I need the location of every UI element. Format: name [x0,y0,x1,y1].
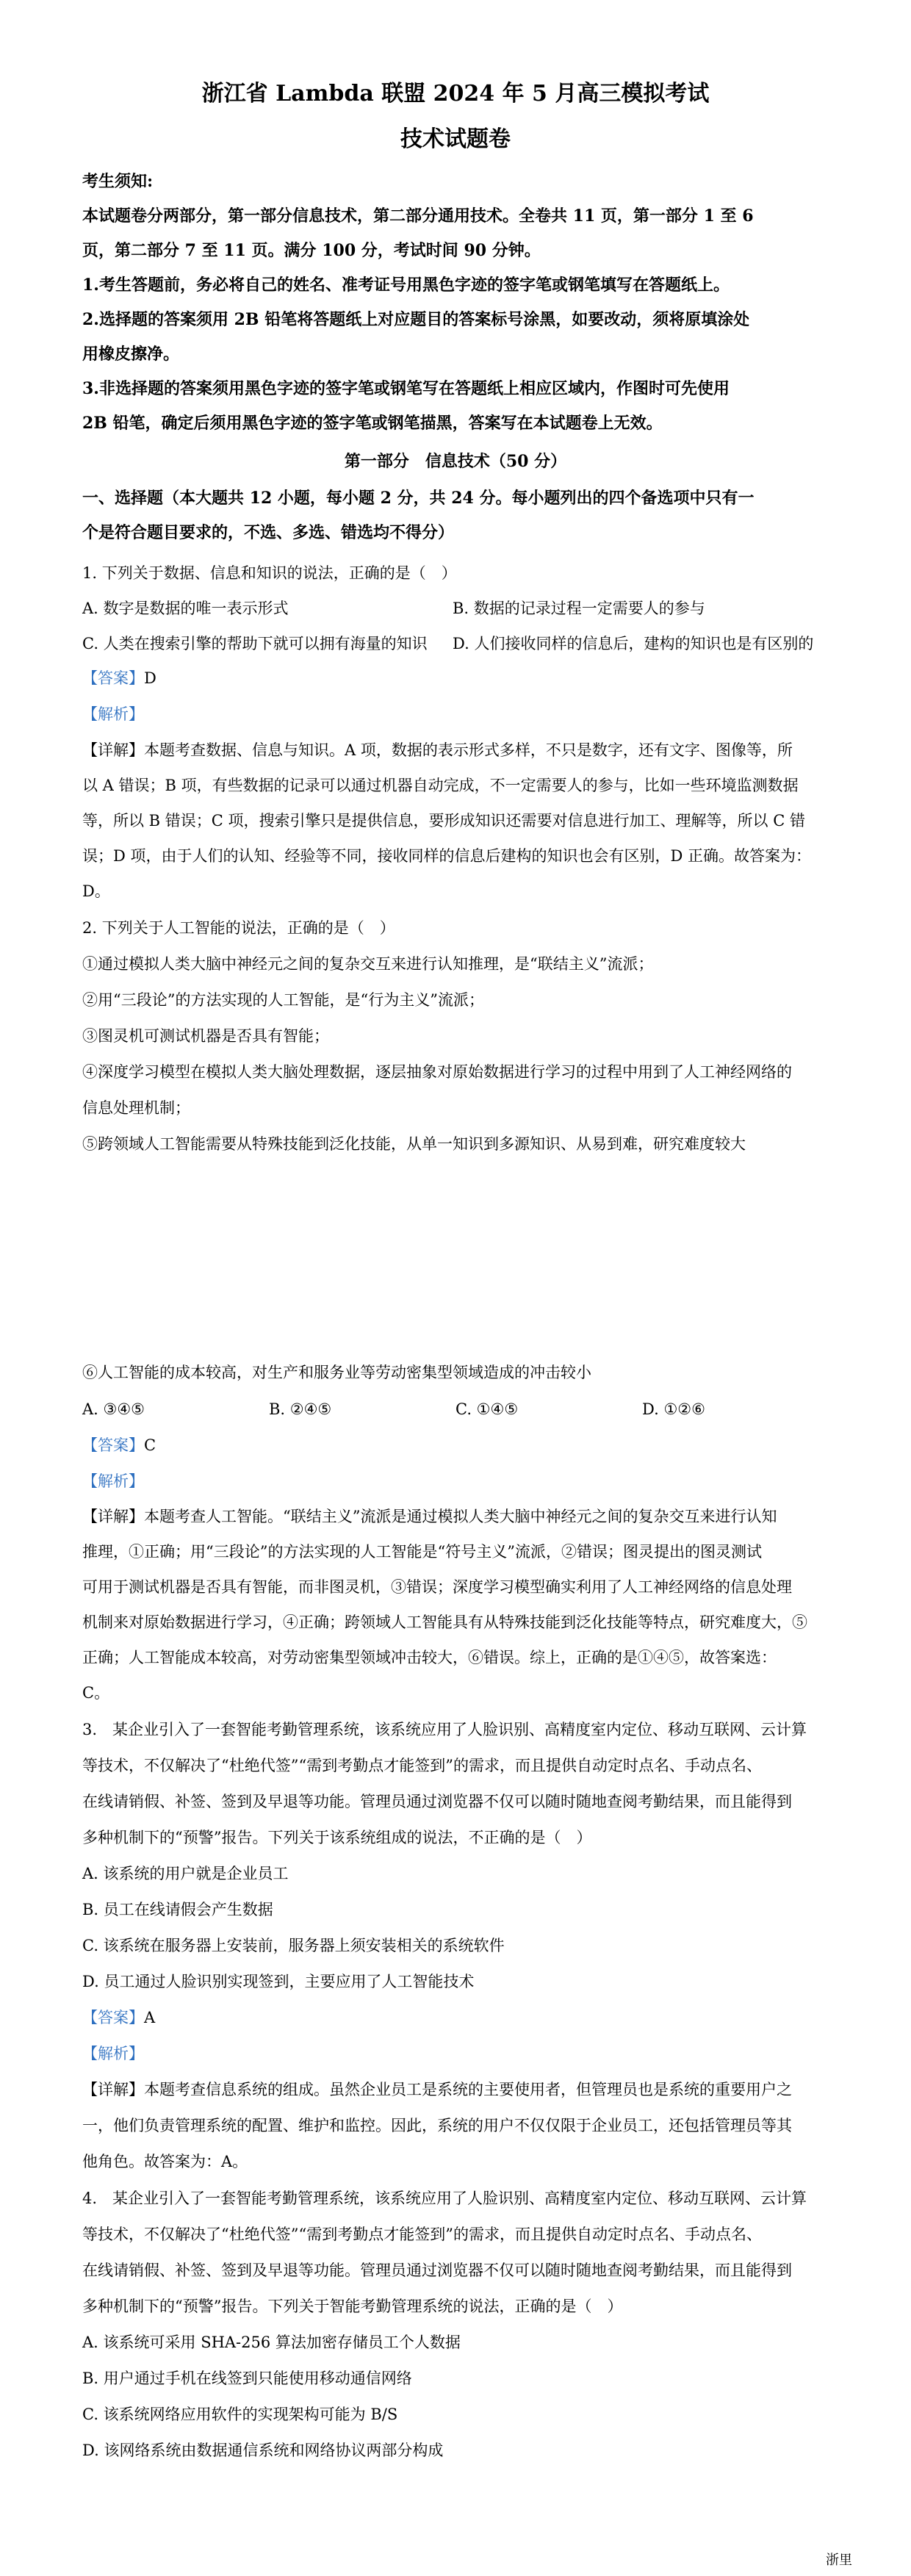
answer-tag: 【答案】 [82,2009,144,2026]
q3-detail: 【详解】本题考查信息系统的组成。虽然企业员工是系统的主要使用者，但管理员也是系统的重要用户之 [82,2081,792,2098]
notice-heading: 考生须知: [82,172,154,191]
q2-option-a: A. ③④⑤ [82,1400,145,1418]
q4-stem: 在线请销假、补签、签到及早退等功能。管理员通过浏览器不仅可以随时随地查阅考勤结果，而且能得到 [82,2262,792,2279]
q3-option-a: A. 该系统的用户就是企业员工 [82,1865,289,1882]
q2-detail: 推理，①正确；用“三段论”的方法实现的人工智能是“符号主义”流派，②错误；图灵提出的图灵测试 [82,1543,762,1561]
q4-stem: 等技术，不仅解决了“杜绝代签”“需到考勤点才能签到”的需求，而且提供自动定时点名、手动点名、 [82,2226,762,2243]
exam-subtitle: 技术试题卷 [400,126,511,152]
q4-stem: 4. 某企业引入了一套智能考勤管理系统，该系统应用了人脸识别、高精度室内定位、移动互联网、云计算 [82,2190,807,2207]
notice-line: 2B 铅笔，确定后须用黑色字迹的签字笔或钢笔描黑，答案写在本试题卷上无效。 [82,414,663,433]
q1-detail: 以 A 错误；B 项，有些数据的记录可以通过机器自动完成，不一定需要人的参与，比如一些环境监测数据 [82,777,799,794]
notice-line: 用橡皮擦净。 [82,345,180,364]
part-title: 第一部分 信息技术（50 分） [344,452,567,471]
q3-stem: 3. 某企业引入了一套智能考勤管理系统，该系统应用了人脸识别、高精度室内定位、移动互联网、云计算 [82,1721,807,1738]
q1-detail: 等，所以 B 错误；C 项，搜索引擎只是提供信息，要形成知识还需要对信息进行加工、理解等，所以 C 错 [82,812,805,830]
q2-item: ⑥人工智能的成本较高，对生产和服务业等劳动密集型领域造成的冲击较小 [82,1364,591,1381]
q1-detail: 误；D 项，由于人们的认知、经验等不同，接收同样的信息后建构的知识也会有区别，D 正确。故答案为： [82,847,812,865]
answer-value: D [144,669,156,687]
q3-detail: 他角色。故答案为：A。 [82,2153,248,2170]
notice-line: 1.考生答题前，务必将自己的姓名、准考证号用黑色字迹的签字笔或钢笔填写在答题纸上。 [82,276,730,295]
q2-item: ①通过模拟人类大脑中神经元之间的复杂交互来进行认知推理，是“联结主义”流派； [82,955,654,973]
q2-detail: 正确；人工智能成本较高，对劳动密集型领域冲击较大，⑥错误。综上，正确的是①④⑤，故答案选： [82,1649,777,1666]
q1-option-b: B. 数据的记录过程一定需要人的参与 [453,600,705,617]
q3-option-c: C. 该系统在服务器上安装前，服务器上须安装相关的系统软件 [82,1937,505,1954]
q2-detail: C。 [82,1684,110,1702]
answer-tag: 【答案】 [82,1436,144,1454]
q4-option-d: D. 该网络系统由数据通信系统和网络协议两部分构成 [82,2442,444,2459]
q3-analysis-tag: 【解析】 [82,2045,144,2062]
q3-stem: 等技术，不仅解决了“杜绝代签”“需到考勤点才能签到”的需求，而且提供自动定时点名、手动点名、 [82,1757,762,1774]
q3-stem: 多种机制下的“预警”报告。下列关于该系统组成的说法，不正确的是（ ） [82,1829,592,1846]
notice-line: 本试题卷分两部分，第一部分信息技术，第二部分通用技术。全卷共 11 页，第一部分 1 至 6 [82,206,754,226]
q2-analysis-tag: 【解析】 [82,1472,144,1490]
q1-option-a: A. 数字是数据的唯一表示形式 [82,600,289,617]
q2-option-c: C. ①④⑤ [455,1400,519,1418]
q3-answer [82,2007,846,2029]
q3-option-b: B. 员工在线请假会产生数据 [82,1901,273,1918]
q4-option-c: C. 该系统网络应用软件的实现架构可能为 B/S [82,2406,398,2423]
section-heading: 个是符合题目要求的，不选、多选、错选均不得分） [82,523,455,542]
notice-line: 页，第二部分 7 至 11 页。满分 100 分，考试时间 90 分钟。 [82,241,541,260]
page-footer: 浙里 [826,2552,852,2568]
q3-detail: 一，他们负责管理系统的配置、维护和监控。因此，系统的用户不仅仅限于企业员工，还包括管理员等其 [82,2117,792,2134]
notice-line: 3.非选择题的答案须用黑色字迹的签字笔或钢笔写在答题纸上相应区域内，作图时可先使用 [82,379,730,398]
q1-option-c: C. 人类在搜索引擎的帮助下就可以拥有海量的知识 [82,635,428,652]
q2-item: ②用“三段论”的方法实现的人工智能，是“行为主义”流派； [82,991,484,1009]
answer-tag: 【答案】 [82,669,144,687]
q1-option-d: D. 人们接收同样的信息后，建构的知识也是有区别的 [453,635,814,652]
q1-detail: 【详解】本题考查数据、信息与知识。A 项，数据的表示形式多样，不只是数字，还有文字、图像等，所 [82,741,793,759]
answer-value: C [144,1436,156,1454]
q2-answer [82,1434,846,1456]
q4-option-a: A. 该系统可采用 SHA-256 算法加密存储员工个人数据 [82,2334,461,2351]
q1-analysis-tag: 【解析】 [82,705,144,723]
q2-option-b: B. ②④⑤ [269,1400,332,1418]
answer-value: A [144,2009,156,2026]
q2-detail: 【详解】本题考查人工智能。“联结主义”流派是通过模拟人类大脑中神经元之间的复杂交互来进行认知 [82,1508,777,1525]
exam-title: 浙江省 Lambda 联盟 2024 年 5 月高三模拟考试 [201,81,710,107]
section-heading: 一、选择题（本大题共 12 小题，每小题 2 分，共 24 分。每小题列出的四个备选项中只有一 [82,489,755,508]
q1-stem: 1. 下列关于数据、信息和知识的说法，正确的是（ ） [82,564,457,582]
q3-stem: 在线请销假、补签、签到及早退等功能。管理员通过浏览器不仅可以随时随地查阅考勤结果，而且能得到 [82,1793,792,1810]
q2-option-d: D. ①②⑥ [642,1400,705,1418]
notice-line: 2.选择题的答案须用 2B 铅笔将答题纸上对应题目的答案标号涂黑，如要改动，须将原填涂处 [82,310,750,329]
q2-detail: 可用于测试机器是否具有智能，而非图灵机，③错误；深度学习模型确实利用了人工神经网络的信息处理 [82,1578,792,1596]
q2-stem: 2. 下列关于人工智能的说法，正确的是（ ） [82,919,395,937]
q2-item: ④深度学习模型在模拟人类大脑处理数据，逐层抽象对原始数据进行学习的过程中用到了人工神经网络的 [82,1063,792,1081]
q4-stem: 多种机制下的“预警”报告。下列关于智能考勤管理系统的说法，正确的是（ ） [82,2298,623,2315]
q2-item: 信息处理机制； [82,1099,190,1117]
q1-detail: D。 [82,882,110,900]
q2-detail: 机制来对原始数据进行学习，④正确；跨领域人工智能具有从特殊技能到泛化技能等特点，研究难度大，⑤ [82,1613,807,1631]
q2-item: ③图灵机可测试机器是否具有智能； [82,1027,329,1045]
q4-option-b: B. 用户通过手机在线签到只能使用移动通信网络 [82,2370,412,2387]
q1-answer [82,667,846,689]
q3-option-d: D. 员工通过人脸识别实现签到，主要应用了人工智能技术 [82,1973,475,1990]
q2-item: ⑤跨领域人工智能需要从特殊技能到泛化技能，从单一知识到多源知识、从易到难，研究难度较大 [82,1135,746,1153]
